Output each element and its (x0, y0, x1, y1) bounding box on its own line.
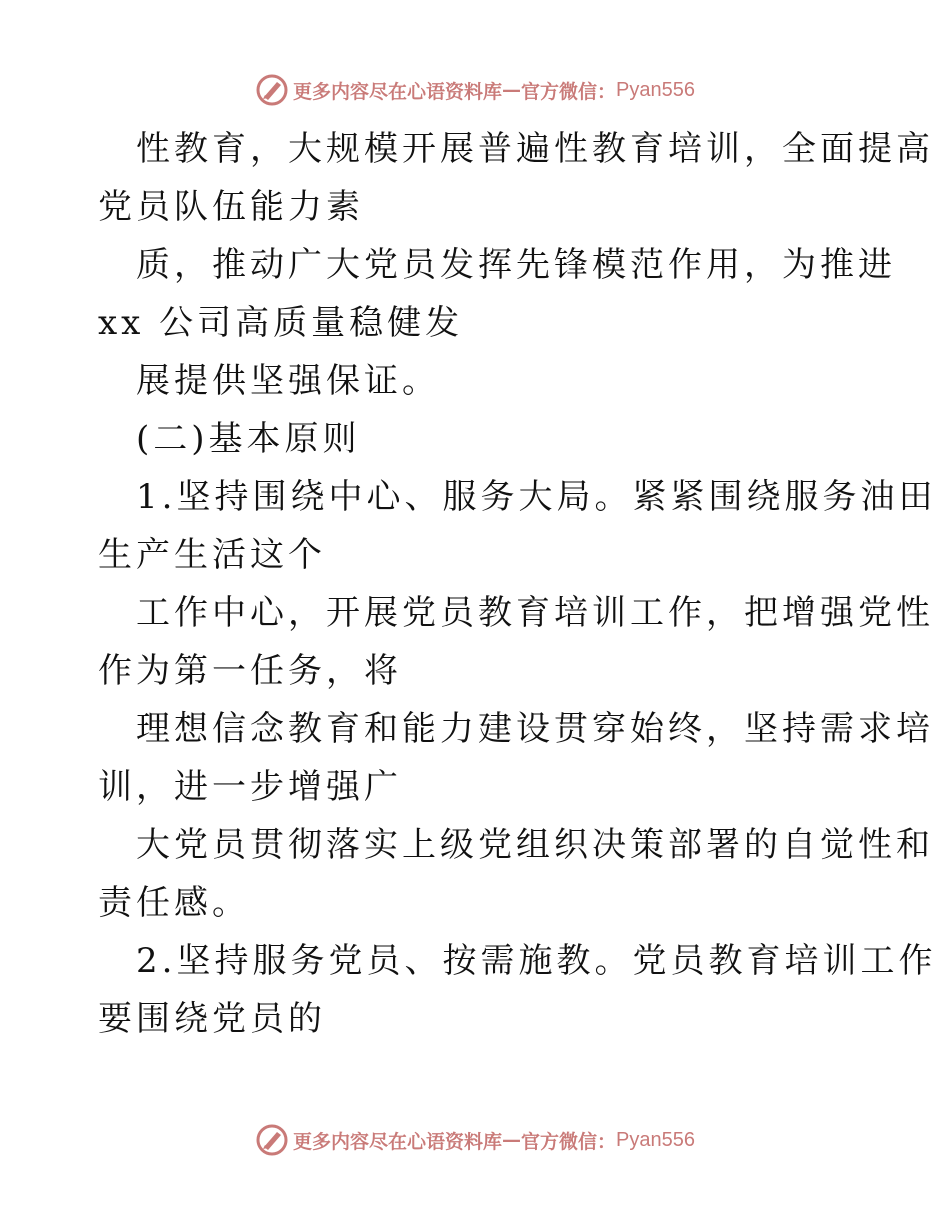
text-line: 要围绕党员的 (98, 999, 326, 1039)
text-line: 质，推动广大党员发挥先锋模范作用，为推进 (136, 245, 896, 285)
watermark-dash: — (502, 79, 522, 101)
section-heading: (二)基本原则 (136, 419, 361, 459)
text-line: 性教育，大规模开展普遍性教育培训，全面提高 (136, 129, 934, 169)
watermark-dash: — (502, 1129, 522, 1151)
watermark-logo-icon (255, 73, 289, 107)
watermark-wechat-label: 官方微信： (521, 80, 617, 103)
document-body (98, 120, 937, 1048)
text-line: 大党员贯彻落实上级党组织决策部署的自觉性和 (136, 825, 934, 865)
watermark-wechat-id: Pyan556 (616, 1128, 695, 1151)
header-watermark (0, 70, 950, 110)
text-line: 作为第一任务，将 (98, 651, 402, 691)
text-line: 生产生活这个 (98, 535, 326, 575)
text-line: 责任感。 (98, 883, 250, 923)
watermark-logo-icon (255, 1123, 289, 1157)
text-line: 党员队伍能力素 (98, 187, 364, 227)
text-line: 1.坚持围绕中心、服务大局。紧紧围绕服务油田 (136, 477, 937, 517)
text-line: 展提供坚强保证。 (136, 361, 440, 401)
watermark-text: 更多内容尽在心语资料库 (293, 80, 503, 103)
footer-watermark (0, 1120, 950, 1160)
watermark-wechat-label: 官方微信： (521, 1130, 617, 1153)
watermark-wechat-id: Pyan556 (616, 78, 695, 101)
text-line: 理想信念教育和能力建设贯穿始终，坚持需求培 (136, 709, 934, 749)
text-line: xx 公司高质量稳健发 (98, 303, 464, 343)
watermark-text: 更多内容尽在心语资料库 (293, 1130, 503, 1153)
text-line: 训，进一步增强广 (98, 767, 402, 807)
text-line: 2.坚持服务党员、按需施教。党员教育培训工作 (136, 941, 937, 981)
text-line: 工作中心，开展党员教育培训工作，把增强党性 (136, 593, 934, 633)
